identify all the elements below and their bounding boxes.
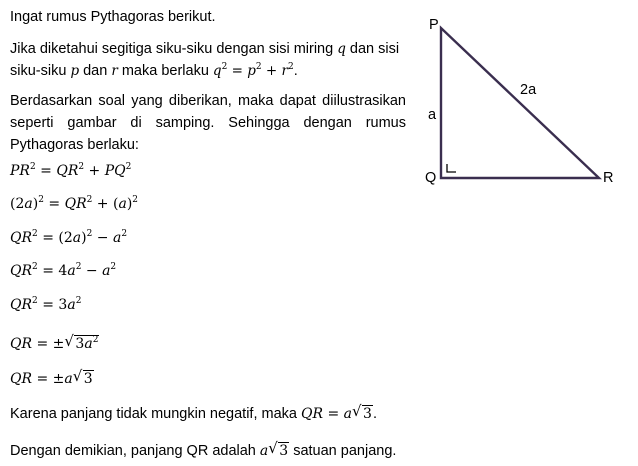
var-p: p: [70, 63, 80, 79]
square-root: √ $3a^2$: [64, 332, 99, 352]
illustration-paragraph: Berdasarkan soal yang diberikan, maka dapat diilustrasikan seperti gambar di samping. Sehingga dengan rumus Pythagoras berlaku:: [10, 93, 406, 153]
right-angle-mark: [447, 164, 456, 172]
square-root: √ 3: [72, 367, 93, 387]
equation-7: QR = ±a √ 3: [10, 367, 93, 387]
equation-3: $QR^2 = (2a)^2 - a^2$: [10, 229, 128, 246]
equation-4: $QR^2 = 4a^2 - a^2$: [10, 262, 117, 279]
equation-1: $PR^2 = QR^2 + PQ^2$: [10, 162, 132, 179]
var-q: q: [337, 41, 346, 57]
side-label-pq: a: [428, 107, 437, 123]
conclusion-line-1: Karena panjang tidak mungkin negatif, maka QR = a √ 3.: [10, 402, 377, 422]
vertex-label-q: Q: [425, 170, 437, 186]
var-r: r: [111, 63, 118, 79]
equation-6: QR = ± √ $3a^2$: [10, 332, 99, 352]
definition-text: Jika diketahui segitiga siku-siku dengan sisi miring: [10, 41, 338, 57]
definition-text: dan: [79, 63, 112, 79]
definition-paragraph: Jika diketahui segitiga siku-siku dengan sisi miring q dan sisi siku-siku p dan r maka berlaku $q^2 = p^2 + r^2$.: [10, 41, 400, 79]
equation-2: $(2a)^2 = QR^2 + (a)^2$: [10, 195, 139, 212]
definition-text: maka berlaku: [117, 63, 213, 79]
side-label-pr: 2a: [520, 82, 537, 98]
intro-line: Ingat rumus Pythagoras berikut.: [10, 9, 216, 25]
conclusion-line-2: Dengan demikian, panjang QR adalah a √ 3 satuan panjang.: [10, 439, 397, 459]
vertex-label-r: R: [603, 170, 614, 186]
equation-5: $QR^2 = 3a^2$: [10, 296, 82, 313]
definition-text: dan sisi siku-siku: [10, 41, 400, 79]
pythagoras-formula: $q^2 = p^2 + r^2$: [212, 62, 294, 79]
vertex-label-p: P: [429, 17, 439, 33]
